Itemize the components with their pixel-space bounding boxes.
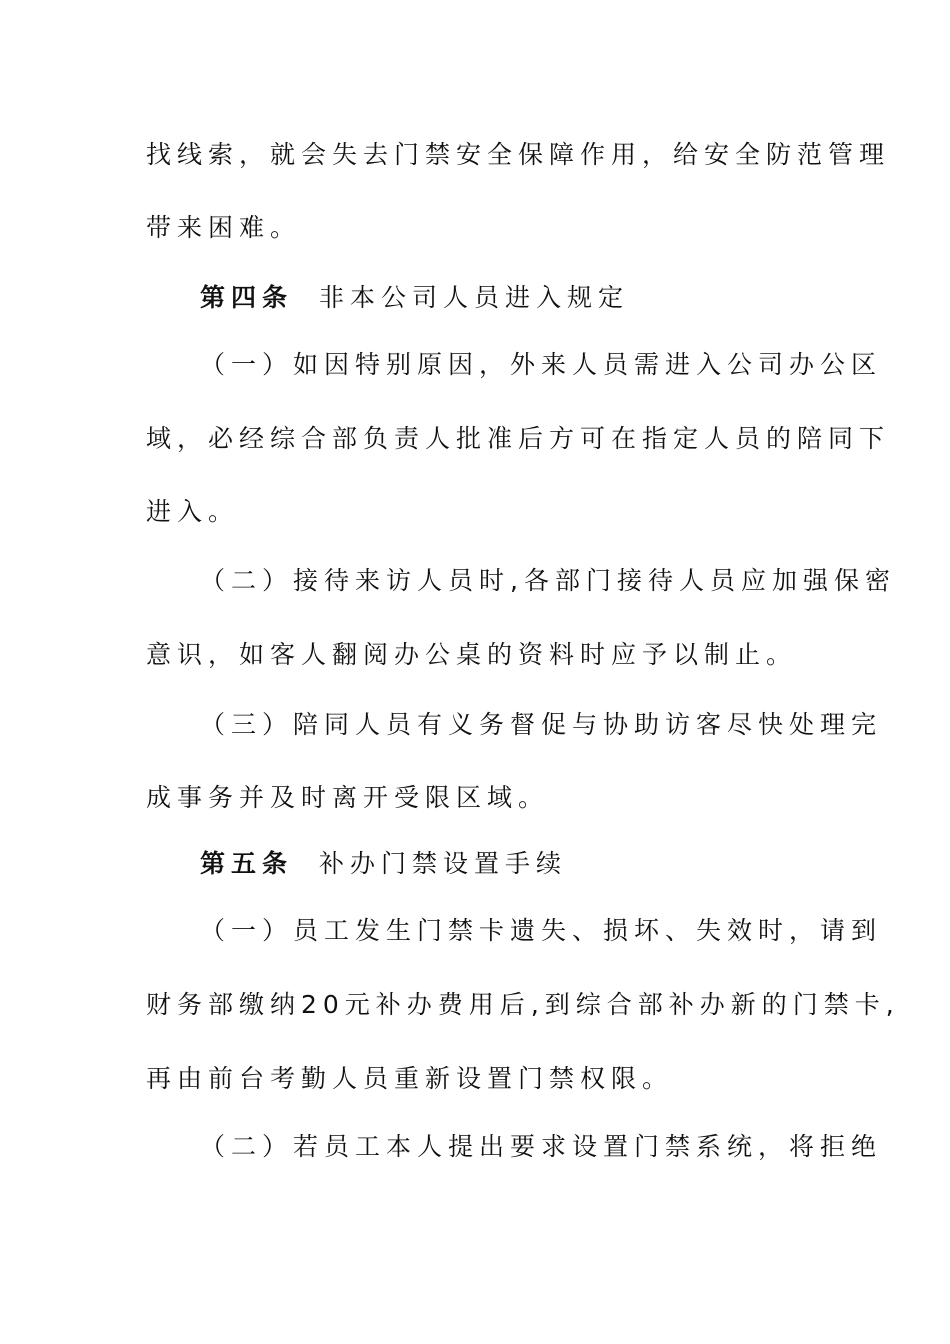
article-5-item-1-line: 财务部缴纳20元补办费用后,到综合部补办新的门禁卡, — [146, 990, 900, 1019]
article-4-label: 第四条 — [200, 283, 294, 312]
article-5-item-2-line: （二）若员工本人提出要求设置门禁系统，将拒绝 — [200, 1132, 883, 1161]
article-4-item-3-line: （三）陪同人员有义务督促与协助访客尽快处理完 — [200, 710, 883, 739]
article-5-label: 第五条 — [200, 849, 294, 878]
article-5-item-1-line: 再由前台考勤人员重新设置门禁权限。 — [146, 1064, 674, 1093]
article-5-item-1-line: （一）员工发生门禁卡遗失、损坏、失效时，请到 — [200, 916, 883, 945]
article-4-item-2-line: 意识，如客人翻阅办公桌的资料时应予以制止。 — [146, 640, 798, 669]
article-4-item-1-line: 进入。 — [146, 497, 240, 526]
article-4-item-3-line: 成事务并及时离开受限区域。 — [146, 783, 550, 812]
article-4-item-1-line: （一）如因特别原因，外来人员需进入公司办公区 — [200, 350, 883, 379]
article-4-item-1-line: 域，必经综合部负责人批准后方可在指定人员的陪同下 — [146, 424, 891, 453]
article-4-title: 非本公司人员进入规定 — [319, 283, 630, 312]
paragraph-line: 找线索，就会失去门禁安全保障作用，给安全防范管理 — [146, 140, 891, 169]
article-5-title: 补办门禁设置手续 — [319, 849, 568, 878]
article-4-heading — [200, 281, 629, 315]
article-5-heading — [200, 847, 567, 881]
paragraph-line: 带来困难。 — [146, 213, 302, 242]
article-4-item-2-line: （二）接待来访人员时,各部门接待人员应加强保密 — [200, 566, 896, 595]
